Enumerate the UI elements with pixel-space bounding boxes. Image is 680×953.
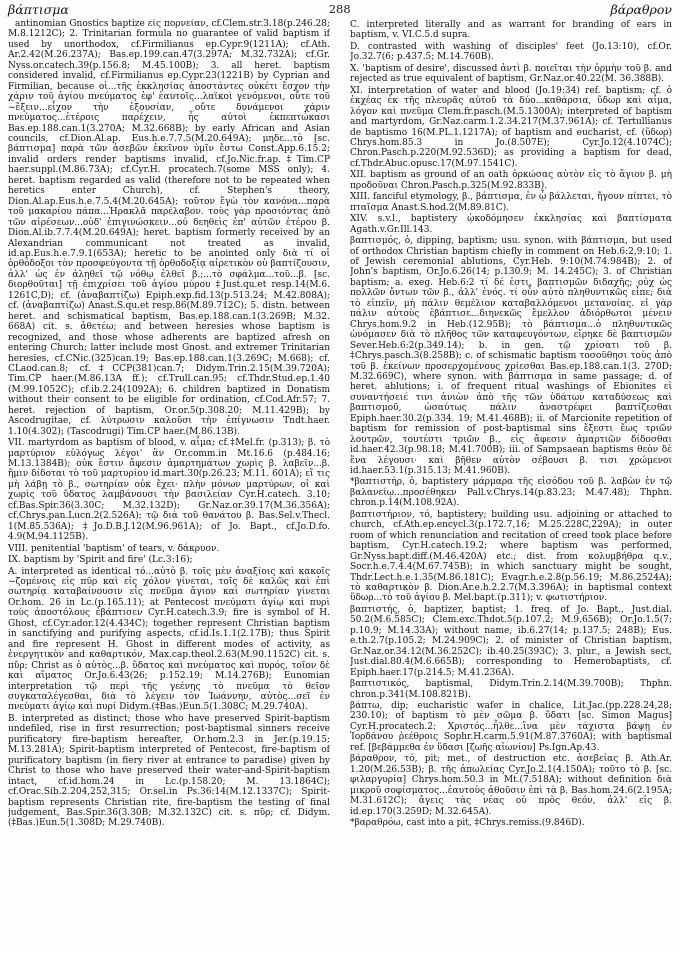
- entry-baptismos: βαπτισμός, ὁ, dipping, baptism; usu. synon. with βάπτισμα, but used of orthodox Christian baptism chiefly in comment on Heb.6:2,9:10; 1. of Jewish ceremonial ablutions, Cyr.Heb. 9:10(M.74.984B); 2. of John's baptism, Or.Jo.6.26(14; p.130.9; M. 14.245C); 3. of Christian baptism; a. exeg. Heb.6:2 τί δέ ἐστι, βαπτισμῶν διδαχῆς; οὐχ ὡς πολλῶν ὄντων τῶν β., ἀλλ' ἑνός. τί οὖν αὐτὸ πληθυντικῶς εἶπε; διὰ τὸ εἰπεῖν, μὴ πάλιν θεμέλιον καταβαλλόμενοι μετανοίας. εἰ γὰρ πάλιν αὐτοὺς ἐβάπτισε...διηνεκῶς ἔμελλον ἀδιόρθωτοι μένειν Chrys.hom.9.2 in Heb.(12.95B); τὸ βάπτισμα...ὁ πληθυντικῶς ὠνόμασεν διὰ τὸ πλῆθος τῶν καταφευγόντων, εἴρηκε δὲ βαπτισμῶν Sever.Heb.6:2(p.349.14); b. in gen. τῷ χρίσατι τοῦ β. ‡Chrys.pasch.3(8.258B); c. of schismatic baptism τοσοῦθησι τοὺς ἀπὸ τοῦ β. ἐκείνων προσερχομένους χρίεσθαι Bas.ep.188.can.1(3. 270D; M.32.669C), where synon. with βάπτισμα in same passage; d. of heret. ablutions; i. of frequent ritual washings of Ebionites εἰ συναντήσειέ τινι ἀνιὼν ἀπὸ τῆς τῶν ὑδάτων καταδύσεως καὶ βαπτισμοῦ, ὡσαύτως πάλιν ἀναστρέφει βαπτίζεσθαι Epiph.haer.30.2(p.334. 19; M.41.468B); ii. of Marcionite repetition of baptism for remission of post-baptismal sins ἔξεστι ἔως τριῶν λουτρῶν, τουτέστι τριῶν β., εἰς ἄφεσιν ἁμαρτιῶν δίδοσθαι id.haer.42.3(p.98.18; M.41.700B); iii. of Sampsaean baptisms θεὸν δὲ ἕνα λέγουσι· καὶ βῆθεν αὐτὸν σέβουσι β. τισι χρώμενοι id.haer.53.1(p.315.13; M.41.960B).: [350, 236, 672, 477]
- entry-paragraph: antinomian Gnostics baptize εἰς πορνείαν, cf.Clem.str.3.18(p.246.28; M.8.1212C); 2. Trinitarian formula no guarantee of valid baptism if used by unorthodox, cf.Firmilianus ep.Cypr.9(1211A); cf.Ath. Ar.2.42(M.26.237A); Bas.ep.199.can.47(3.297A; M.32.732A); cf.Gr. Nyss.or.catech.39(p.156.8; M.45.100B); 3. all heret. baptism considered invalid, cf.Firmilianus ep.Cypr.23(1221B) by Cyprian and Firmilian, because οἱ...τῆς ἐκκλησίας ἀποστάντες οὐκέτι ἔσχον τὴν χάριν τοῦ ἁγίου πνεύματος ἐφ' ἑαυτοῖς...λαϊκοὶ γενόμενοι, οὔτε τοῦ ~ἔξειν...εἶχον τὴν ἐξουσίαν, οὔτε δυνάμενοι χάριν πνεύματος...ἑτέροις παρέχειν, ἧς αὐτοὶ ἐκπεπτώκασι Bas.ep.188.can.1(3.270A; M.32.668B); by early African and Asian councils, cf.Dion.Al.ap. Eus.h.e.7.7.5(M.20.649A); μηδε...τὸ [sc. βάπτισμα] παρὰ τῶν ἀσεβῶν ἐκεῖνον ὑμῖν ἔστω Const.App.6.15.2; invalid orders render baptisms invalid, cf.Jo.Nic.fr.ap.‡Tim.CP haer.suppl.(M.86.73A); cf.Cyr.H. procatech.7(some MSS only); 4. heret. baptism regarded as valid (therefore not to be repeated when heretics enter Church), cf. Stephen's theory, Dion.Al.ap.Eus.h.e.7.5.4(M.20.645A); τοῦτον ἔγὼ τὸν κανόνα...παρὰ τοῦ μακαρίου πάπα...Ἡρακλᾶ παρέλαβον. τοὺς γὰρ προσιόντας ἀπὸ τῶν αἱρέσεων...οὐδ' ἐπιγινώσκειν...οὐ δεηθεὶς ἐπ' αὐτῶν ἑτέρου β. Dion.Al.ib.7.7.4(M.20.649A); heret. baptism formerly received by an Alexandrian communicant not treated as invalid, id.ap.Eus.h.e.7.9.1(653A); heretic to be anointed only διὰ τί οἱ ὀρθόδοξοι τὸν προσφεύγοντα τῇ ὀρθοδοξίᾳ αἱρετικὸν οὐ βαπτίζουσιν, ἀλλ' ὡς ἐν ἀληθεῖ τῷ νόθῳ ἐλθεῖ β.;...τὸ σφάλμα...τοῦ...β. [sc. διορθοῦται] τῇ ἐπιχρίσει τοῦ ἁγίου μύρου ‡Just.qu.et resp.14(M.6. 1261C,D); cf. (ἀναβαπτίζω) Epiph.exp.fid.13(p.513.24; M.42.808A); cf. (ἀναβαπτίζω) Anast.S.qu.et resp.86(M.89.712C); 5. distn. between heret. and schismatical baptism, Bas.ep.188.can.1(3.269B; M.32. 668A) cit. s. ἀθετέω; and between heresies whose baptism is recognized, and those whose adherents are baptized afresh on entering Church; latter include most Gnost. and extremer Trinitarian heresies, cf.CNic.(325)can.19; Bas.ep.188.can.1(3.269C; M.668); cf. CLaod.can.8; cf.‡CCP(381)can.7; Didym.Trin.2.15(M.39.720A); Tim.CP haer.(M.86.13A ff.); cf.Trull.can.95; cf.Thdr.Stud.ep.1.40 (M.99.1052C); cf.ib.2.24(1092A); 6. children baptized in Donatism without their consent to be eligible for ordination, cf.Cod.Afr.57; 7. heret. rejection of baptism, Or.or.5(p.308.20; M.11.429B); by Ascodrugitae, cf. λύτρωσιν καλοῦσι τὴν ἐπίγνωσιν Tndt.haer. 1.10(4.302); (Tascodrugi) Tim.CP haer.(M.86.13B).: [8, 19, 330, 437]
- entry-paragraph: X. 'baptism of desire', discussed ἀντὶ β. ποιεῖται τὴν ὁρμὴν τοῦ β. and rejected as true equivalent of baptism, Gr.Naz.or.40.22(M. 36.388B).: [350, 63, 672, 85]
- right-column: [350, 19, 672, 951]
- entry-paragraph: XI. interpretation of water and blood (Jo.19:34) ref. baptism; cf. ὁ ἐκχέας ἐκ τῆς πλευρᾶς αὐτοῦ τὰ δύο...καθάρσια, ὕδωρ καὶ αἷμα, λόγον καὶ πνεῦμα Clem.fr.pasch.(M.5.1300A); interpreted of baptism and martyrdom, Gr.Naz.carm.1.2.34.217(M.37.961A); cf. Tertullianus de baptismo 16(M.PL.1.1217A); of baptism and eucharist, cf. (ὕδωρ) Chrys.hom.85.3 in Jo.(8.507E); Cyr.Jo.12(4.1074C); Chron.Pasch.p.220(M.92.536D); as providing a baptism for dead, cf.Thdr.Abuc.opusc.17(M.97.1541C).: [350, 85, 672, 169]
- entry-paragraph: IX. baptism by 'Spirit and fire' (Lc.3:16);: [8, 555, 193, 566]
- header-left-headword: βάπτισμα: [8, 1, 69, 17]
- two-column-body: [8, 19, 672, 951]
- entry-paragraph: D. contrasted with washing of disciples' feet (Jo.13:10), cf.Or. Jo.32.7(6; p.437.5; M.14.760B).: [350, 41, 672, 63]
- entry-bapto: βάπτω, dip; eucharistic wafer in chalice, Lit.Jac.(pp.228.24,28; 230.10); of baptism τὸ μὲν σῶμα β. ὕδατι [sc. Simon Magus] Cyr.H.procatech.2; Χριστός...ἦλθε...ἵνα μὲν τάχιστα βάψῃ ἐν Ἰορδάνου ῥεέθροις Sophr.H.carm.5.91(M.87.3760A); with baptismal ref. [βεβάμμεθα ἐν ὕδασι [ζωῆς αἰωνίου] Ps.Ign.Ap.43.: [350, 701, 672, 753]
- page-number: 288: [328, 2, 351, 16]
- entry-paragraph: A. interpreted as identical τό...αὐτὸ β. τοῖς μὲν ἀναξίοις καὶ κακοῖς ~ζομένοις εἰς πῦρ καὶ εἰς χόλον γίνεται, τοῖς δὲ καλῶς καὶ ἐπὶ σωτηρίᾳ καταβαίνουσιν εἰς πνεῦμα ἅγιον καὶ σωτηρίαν γίνεται Or.hom. 26 in Lc.(p.165.11); at Pentecost πνεύματι ἁγίῳ καὶ πυρὶ τοὺς ἀποστόλους ἐβάπτισεν Cyr.H.catech.3.9; fire is symbol of H. Ghost, cf.Cyr.ador.12(4.434C); together represent Christian baptism in sanctifying and purifying aspects, cf.id.Is.1.1(2.17B); thus Spirit and fire represent H. Ghost in different modes of activity, as ἐνεργητικὸν and καθαρτικόν, Max.cap.theol.2.63(M.90.1152C) cit. s. πῦρ; Christ as ὁ αὐτὸς...β. ὕδατος καὶ πνεύματος καὶ πυρός, τοῖον δὲ καὶ αἵματος Or.Jo.6.43(26; p.152.19; M.14.276B); Eunomian interpretation τῷ περὶ τῆς γεένης τὸ πνεῦμα τὸ θεῖον συγκαταλέγεσθαι, διὰ τὸ λέγειν τὸν Ἰωάννην, αὐτὸς...σεῖ ἐν πνεύματι ἁγίῳ καὶ πυρί Didym.(‡Bas.)Eun.5(1.308C; M.29.740A).: [8, 566, 330, 713]
- entry-paragraph: XIII. fanciful etymology, β., βάπτισμα, ἐν ᾧ βάλλεται, ἤγουν πίπτει, τὸ πταῖσμα Anast.S.hod.2(M.89.81C).: [350, 192, 672, 213]
- entry-baptister: *βαπτιστήρ, ὁ, baptistery μάρμαρα τῆς εἰσόδου τοῦ β. λαβὼν ἐν τῷ βαλανείῳ...προσέθηκεν Pall.v.Chrys.14(p.83.23; M.47.48); Thphn. chron.p.14(M.108.92A).: [350, 477, 672, 509]
- entry-barathron: βάραθρον, τό, pit; met., of destruction etc. ἀσεβείας β. Ath.Ar. 1.20(M.26.53B); β. τῆς ἀπωλείας Cyr.Jo.2.1(4.150A); τοῦτο τὸ β. [sc. φιλαργυρία] Chrys.hom.50.3 in Mt.(7.518A); without definition διὰ μικροῦ σοφίσματος...ἑαυτοὺς ἀθοῦσιν ἐπὶ τὰ β. Bas.hom.24.6(2.195A; M.31.612C); ἄγεις τὰς νέας οὐ πρὸς θεόν, ἀλλ' εἰς β. id.ep.170(3.259D; M.32.645A).: [350, 754, 672, 817]
- header-right-headword: βάραθρον: [610, 1, 672, 17]
- entry-baptisterion: βαπτιστήριον, τό, baptistery; building usu. adjoining or attached to church, cf.Ath.ep.encycl.3(p.172.7,16; M.25.228C,229A); in outer room of which renunciation and recitation of creed took place before baptism, Cyr.H.catech.19.2; where baptism was performed, Gr.Nyss.bapt.diff.(M.46.420A) etc.; dist. from κολυμβήθρα q.v., Socr.h.e.7.4.4(M.67.745B); in which sanctuary might be sought, Thdr.Lect.h.e.1.35(M.86.181C); Evagr.h.e.2.8(p.56.19; M.86.2524A); τὸ καθαρτικὸν β. Dion.Ar.e.h.2.2.7(M.3.396A); in baptismal context ὕδωρ...τὸ τοῦ ἁγίου β. Mel.bapt.(p.311); v. φωτιστήριον.: [350, 509, 672, 604]
- entry-paragraph: VII. martyrdom as baptism of blood, v. αἷμα; cf.‡Mel.fr. (p.313); β. τὸ μαρτύριον εὐλόγως λέγοι' ἂν Or.comm.in Mt.16.6 (p.484.16; M.13.1384B); οὐκ ἔστιν ἄφεσιν ἁμαρτημάτων χωρὶς β. λαβεῖν...β. ἤμιν δίδοται τὸ τοῦ μαρτυρίου id.mart.30(p.26.23; M.11. 601A); εἴ τις μὴ λάβῃ τὸ β., σωτηρίαν οὐκ ἔχει· πλὴν μόνων μαρτύρων, οἱ καὶ χωρὶς τοῦ ὕδατος λαμβάνουσι τὴν βασιλείαν Cyr.H.catech. 3.10; cf.Bas.Spir.36(3.30C; M.32.132D); Gr.Naz.or.39.17(M.36.356A); cf.Chrys.pan.Lucn.2(2.526A); τῷ διὰ τοῦ θανάτου β. Bas.Sel.v.Thecl. 1(M.85.536A); ‡Jo.D.B.J.12(M.96.961A); of Jo. Bapt., cf.Jo.D.fo. 4.9(M.94.1125B).: [8, 438, 330, 543]
- entry-baptistes: βαπτιστής, ὁ, baptizer, baptist; 1. freq. of Jo. Bapt., Just.dial. 50.2(M.6.585C); Clem.exc.Thdot.5(p.107.2; M.9.656B); Or.Jo.1.5(7; p.10.9; M.14.33A); without name, ib.6.27(14; p.137.5; 248B); Eus. e.th.2.7(p.105.2; M.24.909C); 2. of minister of Christian baptism, Gr.Naz.or.34.12(M.36.252C); ib.40.25(393C); 3. plur., a Jewish sect, Just.dial.80.4(M.6.665B); corresponding to Hemerobaptists, cf. Epiph.haer.17(p.214.5; M.41.236A).: [350, 604, 672, 678]
- entry-paragraph: XIV. s.v.l., baptistery ᾠκοδόμησεν ἐκκλησίας καὶ βαπτίσματα Agath.v.Gr.Ill.143.: [350, 214, 672, 235]
- running-header: [8, 0, 672, 18]
- left-column: [8, 19, 330, 951]
- entry-paragraph: C. interpreted literally and as warrant for branding of ears in baptism, v. VI.C.5.d supra.: [350, 20, 672, 41]
- entry-barathroo: *βαραθρόω, cast into a pit, ‡Chrys.remiss.(9.846D).: [350, 817, 585, 828]
- entry-paragraph: B. interpreted as distinct; those who have preserved Spirit-baptism undefiled, rise in first resurrection; post-baptismal sinners receive purificatory fire-baptism hereafter, Or.hom.2.3 in Jer.(p.19.15; M.13.281A); Spirit-baptism interpreted of Pentecost, fire-baptism of purificatory baptism (in fiery river at entrance to paradise) given by Christ to those who have preserved their water-and-Spirit-baptism intact, cf.id.hom.24 in Lc.(p.158.20; M. 13.1864C); cf.Orac.Sib.2.204,252,315; Or.sel.in Ps.36:14(M.12.1337C); Spirit-baptism represents Christian rite, fire-baptism the testing of final judgement, Bas.Spir.36(3.30B; M.32.132C) cit. s. πῦρ; cf. Didym.(‡Bas.)Eun.5(1.308D; M.29.740B).: [8, 713, 330, 829]
- entry-paragraph: VIII. penitential 'baptism' of tears, v. δάκρυον.: [8, 543, 220, 554]
- entry-baptistikos: βαπτιστικός, baptismal, Didym.Trin.2.14(M.39.700B); Thphn. chron.p.341(M.108.821B).: [350, 679, 672, 700]
- entry-paragraph: XII. baptism as ground of an oath ὁρκώσας αὐτὸν εἰς τὸ ἅγιον β. μὴ προδοῦναι Chron.Pasch.p.325(M.92.833B).: [350, 170, 672, 191]
